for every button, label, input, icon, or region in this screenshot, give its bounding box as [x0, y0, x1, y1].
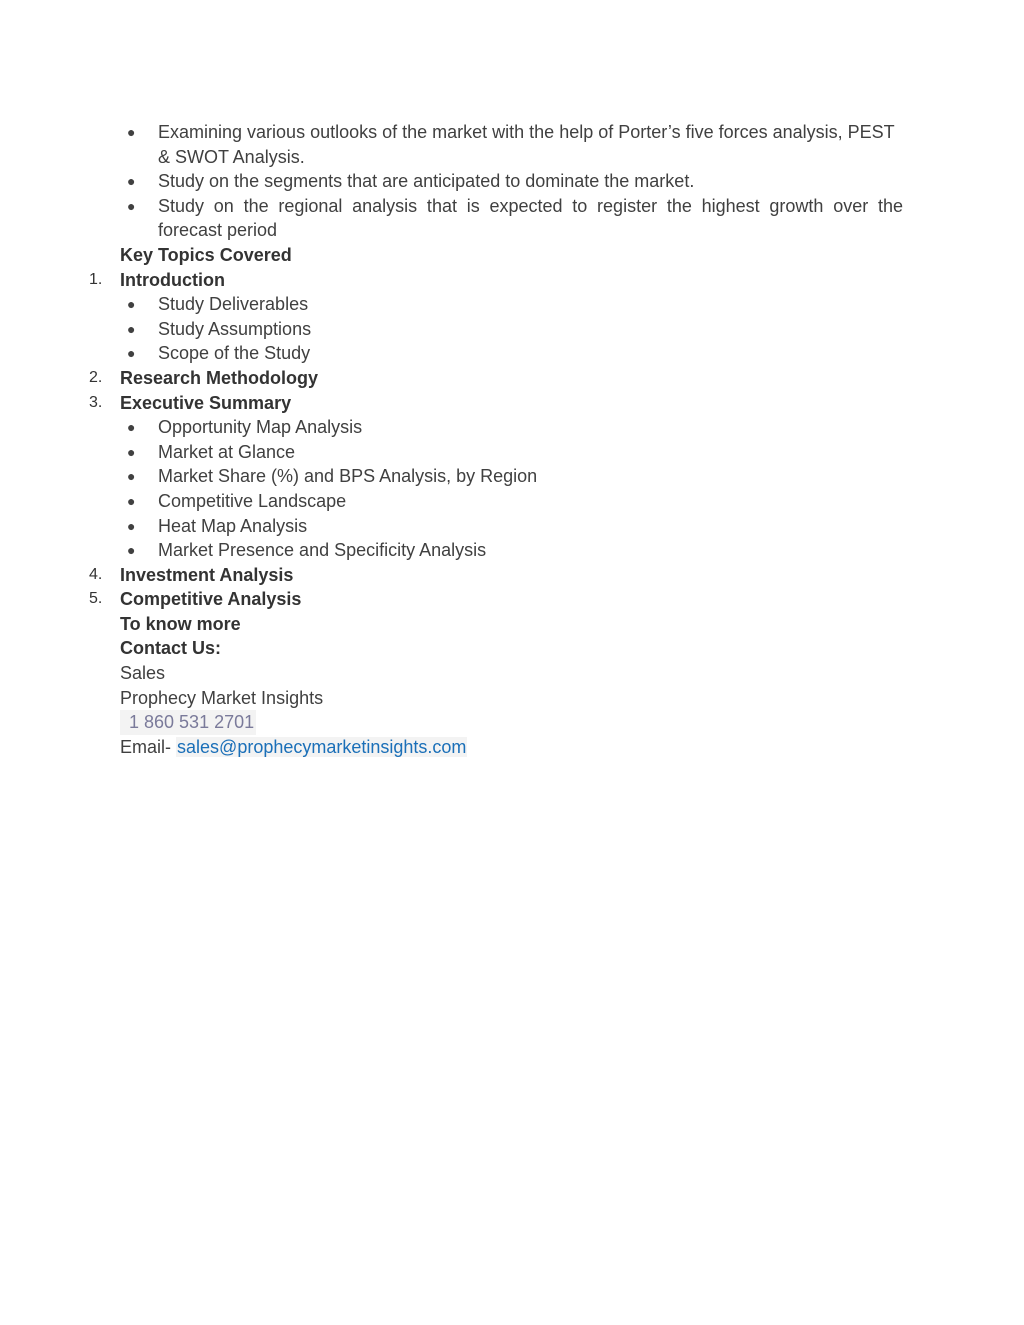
phone-number[interactable]: 1 860 531 2701: [120, 710, 256, 735]
list-item-text: Study Deliverables: [158, 294, 309, 315]
list-item-text: Market Presence and Specificity Analysis: [158, 540, 487, 561]
bullet-icon: ●: [127, 492, 136, 509]
intro-bullet-continuation: [0, 218, 1024, 243]
intro-bullet: [0, 120, 1024, 145]
intro-bullet-continuation: [0, 145, 1024, 170]
bullet-icon: ●: [127, 443, 136, 460]
section-title: Competitive Analysis: [120, 589, 302, 610]
section-heading: [0, 268, 1024, 293]
bullet-icon: ●: [127, 468, 136, 485]
list-item: [0, 489, 1024, 514]
section-heading: [0, 391, 1024, 416]
bullet-icon: ●: [127, 124, 136, 140]
bullet-icon: ●: [127, 173, 136, 190]
dept-text: Sales: [120, 663, 166, 684]
bullet-text: Study on the segments that are anticipated to dominate the market.: [158, 171, 695, 192]
section-title: Research Methodology: [120, 367, 319, 388]
email-line: [120, 735, 467, 760]
list-item: [0, 440, 1024, 465]
contact-company: [0, 686, 1024, 711]
bullet-icon: ●: [127, 197, 136, 214]
know-more-heading: [0, 612, 1024, 637]
heading-text: Key Topics Covered: [120, 244, 292, 265]
document-page: [0, 120, 1024, 759]
bullet-icon: ●: [127, 517, 136, 534]
contact-us-text: Contact Us:: [120, 638, 222, 659]
list-item-text: Scope of the Study: [158, 343, 311, 364]
section-title: Investment Analysis: [120, 564, 294, 585]
intro-bullet: [0, 169, 1024, 194]
section-number: 3.: [89, 393, 103, 411]
list-item-text: Market at Glance: [158, 441, 296, 462]
key-topics-heading: [0, 243, 1024, 268]
list-item-text: Heat Map Analysis: [158, 515, 308, 536]
contact-us-heading: [0, 636, 1024, 661]
bullet-text: Study on the regional analysis that is expected to register the highest growth over the: [158, 195, 903, 216]
list-item-text: Study Assumptions: [158, 318, 312, 339]
section-number: 4.: [89, 565, 103, 583]
bullet-icon: ●: [127, 542, 136, 559]
email-label: Email-: [120, 736, 172, 757]
list-item: [0, 464, 1024, 489]
list-item-text: Competitive Landscape: [158, 490, 347, 511]
bullet-text: forecast period: [158, 220, 278, 241]
list-item-text: Market Share (%) and BPS Analysis, by Region: [158, 466, 538, 487]
list-item: [0, 514, 1024, 539]
section-number: 1.: [89, 270, 103, 288]
bullet-icon: ●: [127, 320, 136, 337]
section-heading: [0, 366, 1024, 391]
list-item: [0, 317, 1024, 342]
list-item: [0, 292, 1024, 317]
contact-email: [0, 735, 1024, 760]
section-number: 2.: [89, 368, 103, 386]
section-heading: [0, 587, 1024, 612]
list-item: [0, 341, 1024, 366]
bullet-icon: ●: [127, 419, 136, 436]
bullet-text: & SWOT Analysis.: [158, 146, 305, 167]
list-item-text: Opportunity Map Analysis: [158, 417, 363, 438]
section-title: Executive Summary: [120, 392, 292, 413]
section-number: 5.: [89, 590, 103, 608]
contact-dept: [0, 661, 1024, 686]
section-heading: [0, 563, 1024, 588]
contact-phone: [0, 710, 1024, 735]
email-link[interactable]: sales@prophecymarketinsights.com: [177, 736, 467, 757]
intro-bullet: [0, 194, 1024, 219]
bullet-icon: ●: [127, 345, 136, 362]
know-more-text: To know more: [120, 613, 241, 634]
section-title: Introduction: [120, 269, 225, 290]
bullet-icon: ●: [127, 296, 136, 313]
company-text: Prophecy Market Insights: [120, 687, 324, 708]
list-item: [0, 538, 1024, 563]
bullet-text: Examining various outlooks of the market with the help of Porter’s five forces analysis, PEST: [158, 122, 895, 142]
list-item: [0, 415, 1024, 440]
